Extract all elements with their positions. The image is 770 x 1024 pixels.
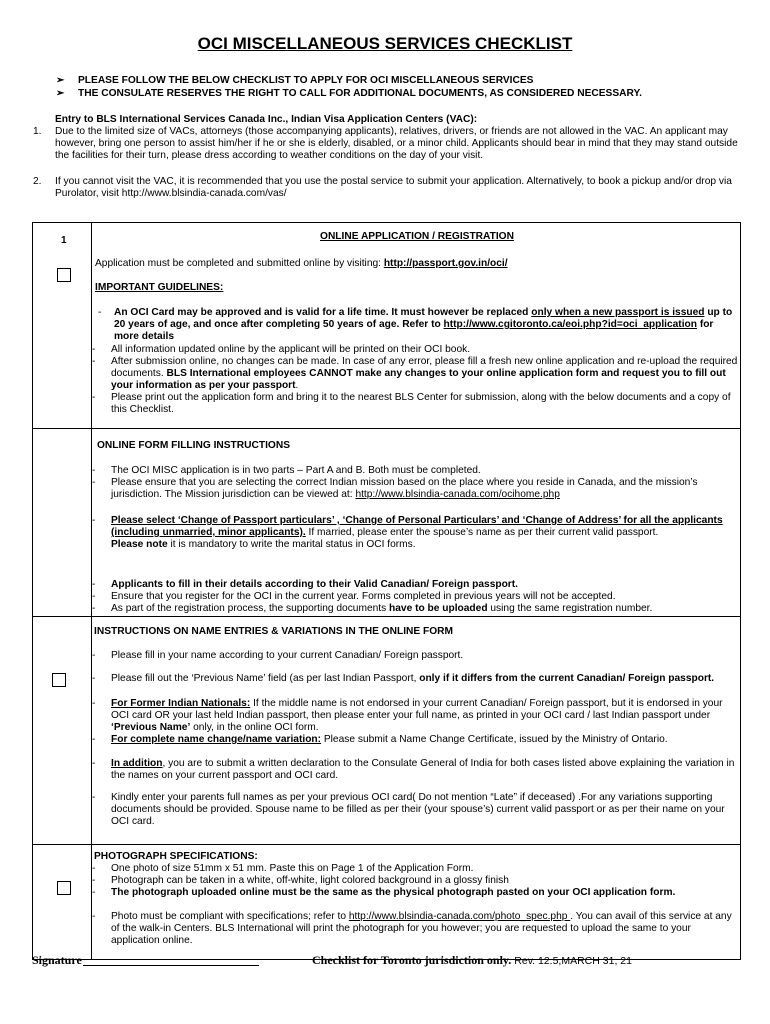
- cgi-toronto-link[interactable]: http://www.cgitoronto.ca/eoi.php?id=oci_application: [443, 319, 697, 330]
- checkbox-online-application[interactable]: [57, 268, 71, 282]
- signature-line[interactable]: [83, 954, 259, 966]
- photo-spec-bullet: One photo of size 51mm x 51 mm. Paste this on Page 1 of the Application Form.: [111, 863, 474, 874]
- section-photograph: PHOTOGRAPH SPECIFICATIONS: - One photo of size 51mm x 51 mm. Paste this on Page 1 of the Application Form. - Photograph can be taken in a white, off-white, light colored background in a glossy finish - The photograph uploaded online must be the same as the physical photograph pasted on your OCI application form. - Photo must be compliant with specifications; refer to http://www.blsindia-canada.com/photo_spec.php . You can avail of this service at any of the walk-in Centers. BLS International will print the photograph for you however; you are requested to upload the same to your application online.: [33, 845, 741, 960]
- checklist-table: [32, 222, 741, 960]
- checklist-page: OCI MISCELLANEOUS SERVICES CHECKLIST ➢ PLEASE FOLLOW THE BELOW CHECKLIST TO APPLY FOR OCI MISCELLANEOUS SERVICES ➢ THE CONSULATE RESERVES THE RIGHT TO CALL FOR ADDITIONAL DOCUMENTS, AS CONSIDERED NECESSARY. Entry to BLS International Services Canada Inc., Indian Visa Application Centers (VAC): 1. Due to the limited size of VACs, attorneys (those accompanying applicants), relatives, drivers, or friends are not allowed in the VAC. An applicant may however, bring one person to assist him/her if he or she is elderly, disabled, or a minor child. Applicants should bear in mind that they may stand outside the facilities for their turn, please dress according to weather conditions on the day of your visit. 2. If you cannot visit the VAC, it is recommended that you use the postal service to submit your application. Alternatively, to book a pickup and/or drop via Purolator, visit http://www.blsindia-canada.com/vas/ 1 ONLINE APPLICATION / REGISTRATION Application must be completed and submitted online by visiting: http://passport.gov.in/oci/ IMPORTANT GUIDELINES: - An OCI Card may be approved and is valid for a life time. It must however be replaced only when a new passport is issued up to 20 years of age, and once after completing 50 years of age. Refer to http://www.cgitoronto.ca/eoi.php?id=oci_application for more details - All information updated online by the applicant will be printed on their OCI book. - After submission online, no changes can be made. In case of any error, please fill a fresh new online application and re-upload the required documents. BLS International employees CANNOT make any changes to your online application form and request you to fill out your information as per your passport. - Please print out the application form and bring it to the nearest BLS Center for submission, along with the below documents and a copy of this Checklist. ONLINE FORM FILLING INSTRUCTIONS - The OCI MISC application is in two parts – Part A and B. Both must be completed. - Please ensure that you are selecting the correct Indian mission based on the place where you reside in Canada, and the mission’s jurisdiction. The Mission jurisdiction can be viewed at: http://www.blsindia-canada.com/ocihome.php - Please select ‘Change of Passport particulars’ , ‘Change of Personal Particulars’ and ‘Change of Address’ for all the applicants (including unmarried, minor applicants). If married, please enter the spouse’s name as per their current valid passport. Please note it is mandatory to write the marital status in OCI forms. - Applicants to fill in their details according to their Valid Canadian/ Foreign passport. - Ensure that you register for the OCI in the current year. Forms completed in previous years will not be accepted. - As part of the registration process, the supporting documents have to be uploaded using the same registration number. INSTRUCTIONS ON NAME ENTRIES & VARIATIONS IN THE ONLINE FORM - Please fill in your name according to your current Canadian/ Foreign passport. - Please fill out the ‘Previous Name’ field (as per last Indian Passport, only if it differs from the current Canadian/ Foreign passport. - For Former Indian Nationals: If the middle name is not endorsed in your current Canadian/ Foreign passport, but it is endorsed in your OCI card OR your last held Indian passport, then please enter your full name, as printed in your OCI card / last Indian passport under ‘Previous Name’ only, in the online OCI form. - For complete name change/name variation: Please submit a Name Change Certificate, issued by the Ministry of Ontario. - In addition, you are to submit a written declaration to the Consulate General of India for both cases listed above explaining the variation in the names on your current passport and OCI card. - Kindly enter your parents full names as per your previous OCI card( Do not mention “Late” if deceased) .For any variations supporting documents should be provided. Spouse name to be filled as per their (your spouse’s) current valid passport or as per their name on your OCI card. PHOTOGRAPH SPECIFICATIONS: - One photo of size 51mm x 51 mm. Paste this on Page 1 of the Application Form. - Photograph can be taken in a white, off-white, light colored background in a glossy finish - The photograph uploaded online must be the same as the physical photograph pasted on your OCI application form. - Photo must be compliant with specifications; refer to http://www.blsindia-canada.com/photo_spec.php . You can avail of this service at any of the walk-in Centers. BLS International will print the photograph for you however; you are requested to upload the same to your application online. Signature Checklist for Toronto jurisdiction only. Rev. 12.5,MARCH 31, 21: [0, 0, 770, 1024]
- page-title: OCI MISCELLANEOUS SERVICES CHECKLIST: [197, 34, 573, 53]
- guideline-bullet: Please print out the application form and bring it to the nearest BLS Center for submission, along with the below documents and a copy of this Checklist.: [111, 392, 731, 415]
- section-online-application: 1 ONLINE APPLICATION / REGISTRATION Application must be completed and submitted online by visiting: http://passport.gov.in/oci/ IMPORTANT GUIDELINES: - An OCI Card may be approved and is valid for a life time. It must however be replaced only when a new passport is issued up to 20 years of age, and once after completing 50 years of age. Refer to http://www.cgitoronto.ca/eoi.php?id=oci_application for more details - All information updated online by the applicant will be printed on their OCI book. - After submission online, no changes can be made. In case of any error, please fill a fresh new online application and re-upload the required documents. BLS International employees CANNOT make any changes to your online application form and request you to fill out your information as per your passport. - Please print out the application form and bring it to the nearest BLS Center for submission, along with the below documents and a copy of this Checklist.: [33, 223, 741, 429]
- vac-entry-title: Entry to BLS International Services Canada Inc., Indian Visa Application Centers (VAC):: [55, 114, 478, 125]
- footer-note: Checklist for Toronto jurisdiction only. Rev. 12.5,MARCH 31, 21: [312, 953, 632, 967]
- entry-item-text: If you cannot visit the VAC, it is recommended that you use the postal service to submit your application. Alternatively, to book a pickup and/or drop via Purolator, visit http://www.blsindia-canada.com/vas/: [55, 176, 732, 199]
- name-instruction-bullet: Please fill out the ‘Previous Name’ field (as per last Indian Passport, only if it differs from the current Canadian/ Foreign passport.: [111, 673, 715, 684]
- photo-spec-link[interactable]: http://www.blsindia-canada.com/photo_spec.php: [348, 911, 571, 922]
- instruction-bullet: The OCI MISC application is in two parts – Part A and B. Both must be completed.: [111, 465, 481, 476]
- photo-spec-bullet: Photograph can be taken in a white, off-white, light colored background in a glossy finish: [111, 875, 509, 886]
- section-name-entries: INSTRUCTIONS ON NAME ENTRIES & VARIATIONS IN THE ONLINE FORM - Please fill in your name according to your current Canadian/ Foreign passport. - Please fill out the ‘Previous Name’ field (as per last Indian Passport, only if it differs from the current Canadian/ Foreign passport. - For Former Indian Nationals: If the middle name is not endorsed in your current Canadian/ Foreign passport, but it is endorsed in your OCI card OR your last held Indian passport, then please enter your full name, as printed in your OCI card / last Indian passport under ‘Previous Name’ only, in the online OCI form. - For complete name change/name variation: Please submit a Name Change Certificate, issued by the Ministry of Ontario. - In addition, you are to submit a written declaration to the Consulate General of India for both cases listed above explaining the variation in the names on your current passport and OCI card. - Kindly enter your parents full names as per your previous OCI card( Do not mention “Late” if deceased) .For any variations supporting documents should be provided. Spouse name to be filled as per their (your spouse’s) current valid passport or as per their name on your OCI card.: [33, 617, 741, 845]
- section-online-form-instructions: ONLINE FORM FILLING INSTRUCTIONS - The OCI MISC application is in two parts – Part A and B. Both must be completed. - Please ensure that you are selecting the correct Indian mission based on the place where you reside in Canada, and the mission’s jurisdiction. The Mission jurisdiction can be viewed at: http://www.blsindia-canada.com/ocihome.php - Please select ‘Change of Passport particulars’ , ‘Change of Personal Particulars’ and ‘Change of Address’ for all the applicants (including unmarried, minor applicants). If married, please enter the spouse’s name as per their current valid passport. Please note it is mandatory to write the marital status in OCI forms. - Applicants to fill in their details according to their Valid Canadian/ Foreign passport. - Ensure that you register for the OCI in the current year. Forms completed in previous years will not be accepted. - As part of the registration process, the supporting documents have to be uploaded using the same registration number.: [33, 429, 741, 617]
- entry-item-number: 2.: [33, 176, 42, 187]
- name-instruction-bullet: For Former Indian Nationals: If the middle name is not endorsed in your current Canadian/ Foreign passport, but it is endorsed in your OCI card OR your last held Indian passport, then please enter your full name, as printed in your OCI card / last Indian passport under ‘Previous Name’ only, in the online OCI form.: [111, 698, 723, 733]
- passport-portal-link[interactable]: http://passport.gov.in/oci/: [383, 258, 508, 269]
- checkbox-name-entries[interactable]: [52, 673, 66, 687]
- photo-spec-bullet: The photograph uploaded online must be the same as the physical photograph pasted on your OCI application form.: [111, 887, 676, 898]
- name-instruction-bullet: For complete name change/name variation: Please submit a Name Change Certificate, issued by the Ministry of Ontario.: [111, 734, 668, 745]
- mission-jurisdiction-link[interactable]: http://www.blsindia-canada.com/ocihome.php: [355, 489, 560, 500]
- instruction-bullet: As part of the registration process, the supporting documents have to be uploaded using the same registration number.: [111, 603, 653, 614]
- online-application-intro: Application must be completed and submitted online by visiting: http://passport.gov.in/oci/: [95, 258, 508, 269]
- entry-item-text: Due to the limited size of VACs, attorneys (those accompanying applicants), relatives, drivers, or friends are not allowed in the VAC. An applicant may however, bring one person to assist him/her if he or she is elderly, disabled, or a minor child. Applicants should bear in mind that they may stand outside the facilities for their turn, please dress according to weather conditions on the day of your visit.: [55, 126, 738, 161]
- instruction-bullet: Ensure that you register for the OCI in the current year. Forms completed in previous years will not be accepted.: [111, 591, 616, 602]
- section-title-form-filling: ONLINE FORM FILLING INSTRUCTIONS: [97, 440, 290, 451]
- guideline-bullet: After submission online, no changes can be made. In case of any error, please fill a fresh new online application and re-upload the required documents. BLS International employees CANNOT make any changes to your online application form and request you to fill out your information as per your passport.: [111, 356, 738, 391]
- name-instruction-bullet: Kindly enter your parents full names as per your previous OCI card( Do not mention “Late” if deceased) .For any variations supporting documents should be provided. Spouse name to be filled as per their (your spouse’s) current valid passport or as per their name on your OCI card.: [111, 792, 725, 827]
- instruction-bullet: Applicants to fill in their details according to their Valid Canadian/ Foreign passport.: [111, 579, 518, 590]
- arrow-bullet-icon: ➢: [56, 88, 65, 99]
- revision-label: Rev. 12.5,MARCH 31, 21: [514, 955, 632, 967]
- entry-item-number: 1.: [33, 126, 42, 137]
- instruction-bullet: Please ensure that you are selecting the correct Indian mission based on the place where you reside in Canada, and the mission’s jurisdiction. The Mission jurisdiction can be viewed at: http://www.blsindia-canada.com/ocihome.php: [111, 477, 698, 500]
- instruction-bullet: Please select ‘Change of Passport particulars’ , ‘Change of Personal Particulars’ and ‘Change of Address’ for all the applicants (including unmarried, minor applicants). If married, please enter the spouse’s name as per their current valid passport. Please note it is mandatory to write the marital status in OCI forms.: [111, 515, 723, 550]
- section-title-photograph: PHOTOGRAPH SPECIFICATIONS:: [94, 851, 258, 862]
- important-guidelines-heading: IMPORTANT GUIDELINES:: [95, 282, 224, 293]
- section-title-online-application: ONLINE APPLICATION / REGISTRATION: [320, 231, 514, 242]
- section-number: 1: [61, 235, 67, 246]
- signature-field[interactable]: Signature: [32, 954, 259, 966]
- name-instruction-bullet: Please fill in your name according to your current Canadian/ Foreign passport.: [111, 650, 464, 661]
- photo-spec-bullet: Photo must be compliant with specifications; refer to http://www.blsindia-canada.com/photo_spec.php . You can avail of this service at any of the walk-in Centers. BLS International will print the photograph for you however; you are requested to upload the same to your application online.: [111, 911, 732, 946]
- arrow-bullet-icon: ➢: [56, 75, 65, 86]
- name-instruction-bullet: In addition, you are to submit a written declaration to the Consulate General of India for both cases listed above explaining the variation in the names on your current passport and OCI card.: [111, 758, 735, 781]
- section-title-name-entries: INSTRUCTIONS ON NAME ENTRIES & VARIATIONS IN THE ONLINE FORM: [94, 626, 454, 637]
- guideline-bullet: All information updated online by the applicant will be printed on their OCI book.: [111, 344, 471, 355]
- checkbox-photograph[interactable]: [57, 881, 71, 895]
- guideline-bullet: An OCI Card may be approved and is valid for a life time. It must however be replaced only when a new passport is issued up to 20 years of age, and once after completing 50 years of age. Refer to http://www.cgitoronto.ca/eoi.php?id=oci_application for more details: [114, 307, 733, 342]
